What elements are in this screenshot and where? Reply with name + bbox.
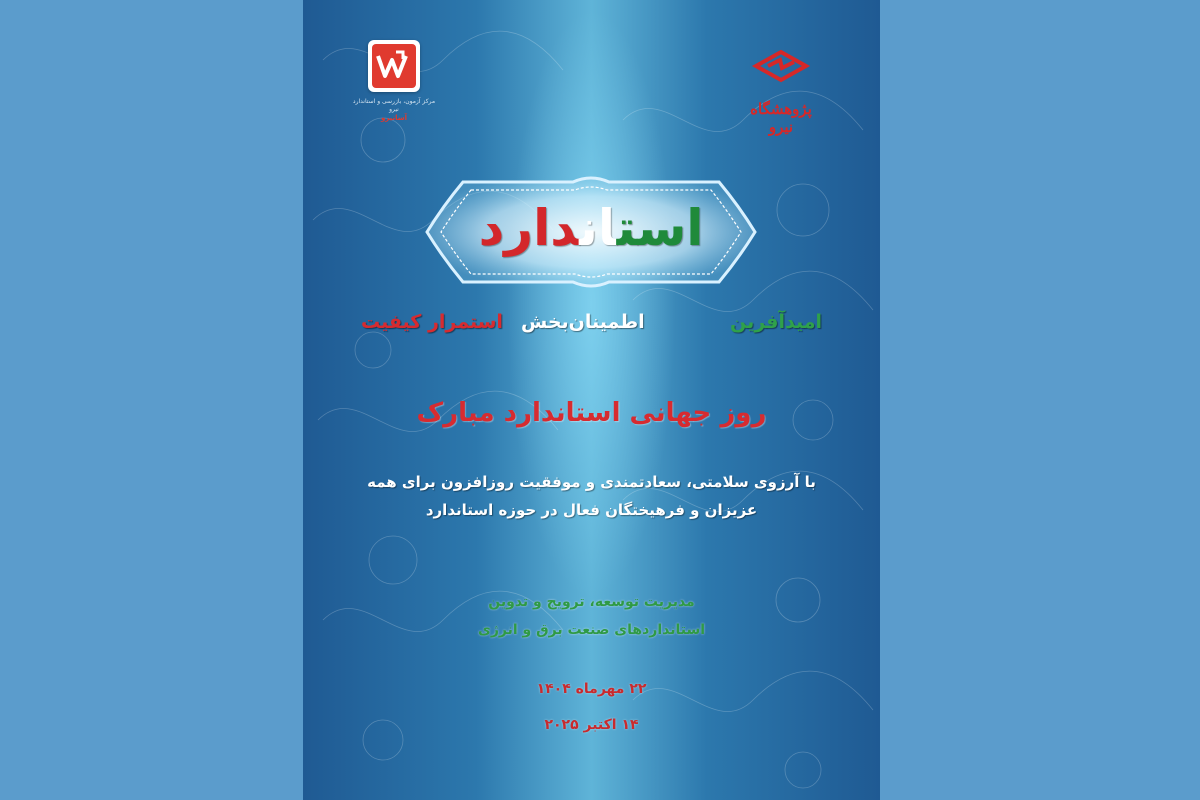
right-logo [736, 48, 826, 136]
greeting-message [343, 468, 840, 524]
left-logo-caption: مرکز آزمون، بازرسی و استاندارد نیرو [352, 98, 436, 113]
left-logo-caption-red: آسانیرو [380, 113, 408, 122]
title-part-white: ان [579, 199, 617, 257]
organization-line-2: استانداردهای صنعت برق و انرژی [477, 622, 706, 638]
poster [303, 0, 880, 800]
tag-hope: امیدآفرین [729, 311, 822, 333]
greeting-line-1: با آرزوی سلامتی، سعادتمندی و موفقیت روزافزون برای همه [367, 473, 816, 491]
date-gregorian: ۱۴ اکتبر ۲۰۲۵ [544, 717, 639, 733]
right-logo-caption: پژوهشگاه نیرو [750, 100, 812, 136]
date-persian: ۲۲ مهرماه ۱۴۰۴ [536, 681, 647, 697]
left-logo [349, 40, 439, 122]
headline: روز جهانی استاندارد مبارک [416, 398, 767, 428]
organization-line-1: مدیریت توسعه، ترویج و تدوین [488, 594, 695, 610]
tag-quality: استمرار کیفیت [361, 311, 503, 333]
title-part-red: دارد [478, 199, 580, 257]
organization [343, 588, 840, 644]
tagline-row [303, 311, 880, 343]
left-logo-mark [368, 40, 420, 92]
title-part-green: است [616, 199, 704, 257]
title-frame [423, 176, 759, 288]
greeting-line-2: عزیزان و فرهیختگان فعال در حوزه استاندارد [425, 501, 758, 519]
main-title [423, 198, 759, 258]
tag-trust: اطمینان‌بخش [521, 311, 645, 333]
niroo-logo-mark [746, 48, 816, 94]
